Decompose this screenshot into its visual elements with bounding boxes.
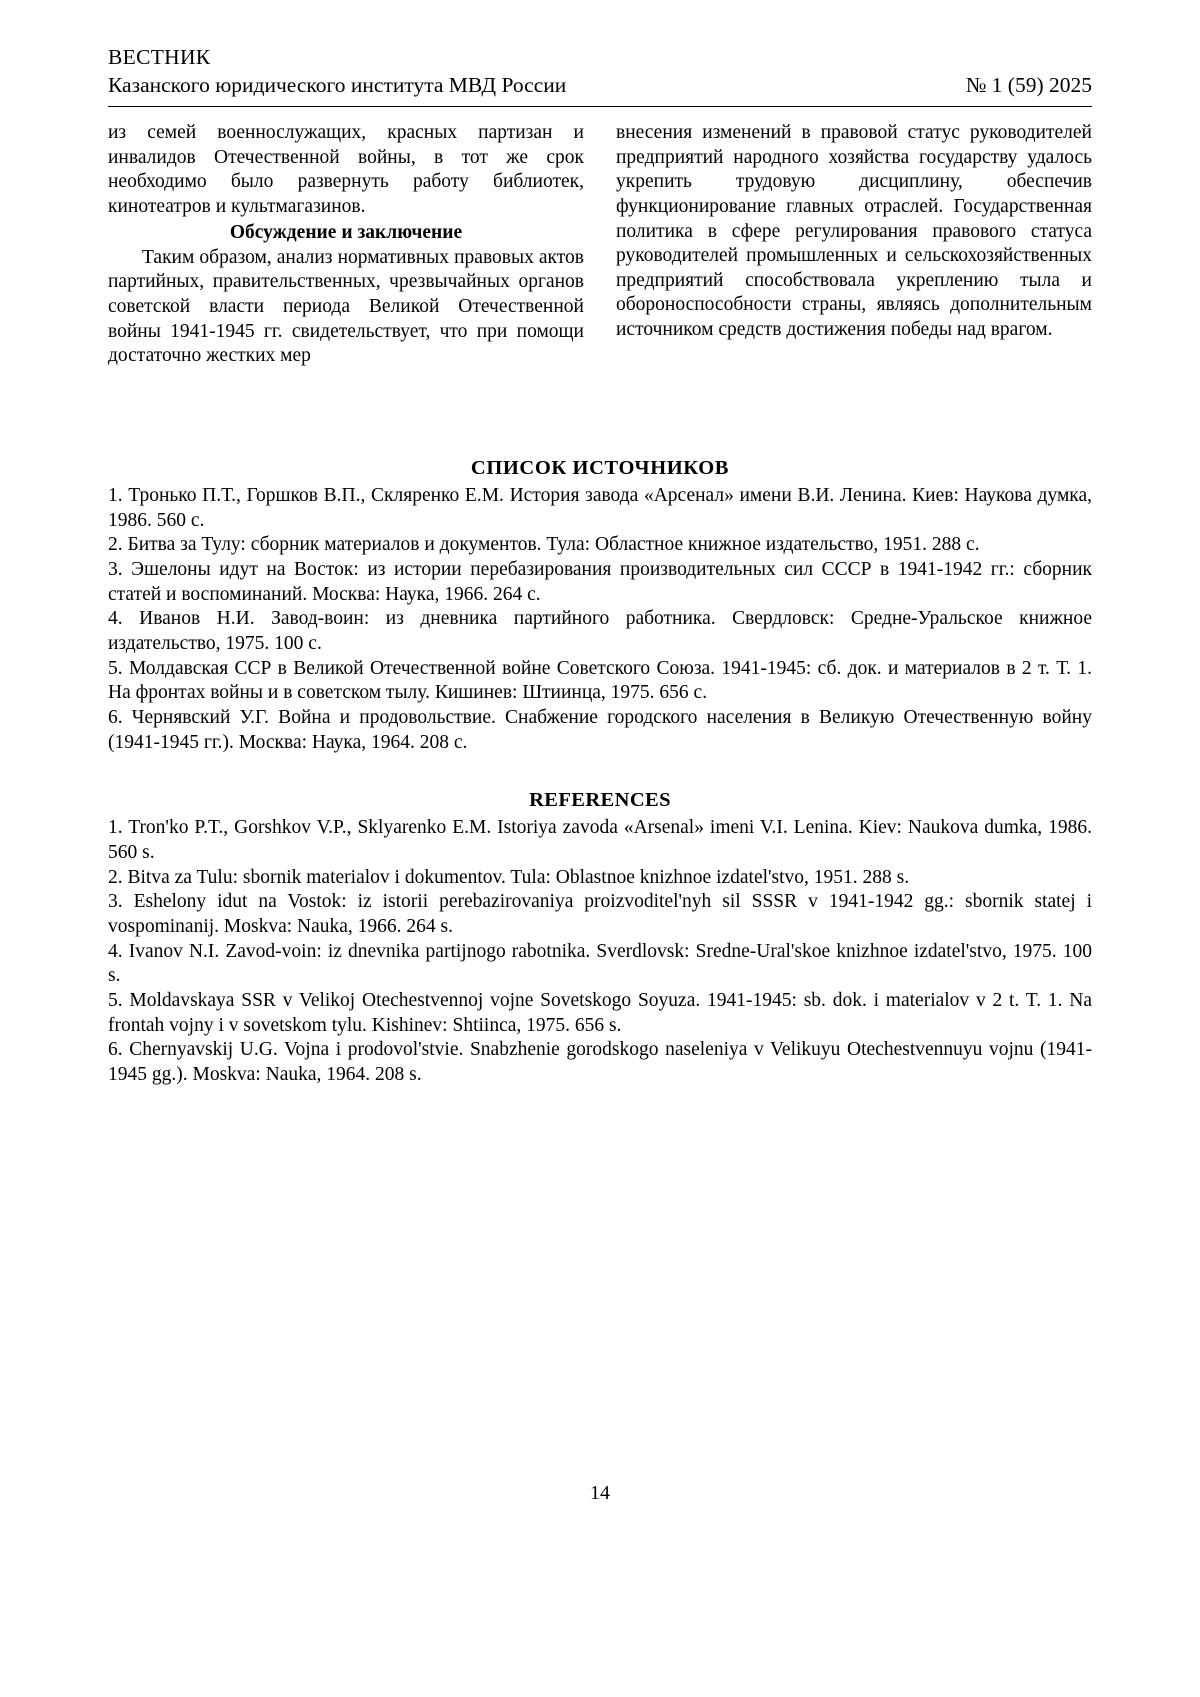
reference-item: 2. Bitva za Tulu: sbornik materialov i dokumentov. Tula: Oblastnoe knizhnoe izdatel'stvo, 1951. 288 s.	[108, 866, 910, 888]
right-paragraph-conclusion: внесения изменений в правовой статус руководителей предприятий народного хозяйства государству удалось укрепить трудовую дисциплину, обеспечив функционирование главных отраслей. Государственная политика в сфере регулирования правового статуса руководителей промышленных и сельскохозяйственных предприятий способствовала укреплению тыла и обороноспособности страны, являясь дополнительным источником средств достижения победы над врагом.	[616, 121, 1092, 341]
journal-title-line1: ВЕСТНИК	[108, 45, 211, 69]
sources-list	[108, 484, 1092, 755]
references-section	[108, 789, 1092, 1087]
left-paragraph-conclusion: Таким образом, анализ нормативных правовых актов партийных, правительственных, чрезвычайных органов советской власти периода Великой Отечественной войны 1941-1945 гг. свидетельствует, что при помощи достаточно жестких мер	[108, 246, 584, 367]
reference-item: 5. Moldavskaya SSR v Velikoj Otechestvennoj vojne Sovetskogo Soyuza. 1941-1945: sb. dok. i materialov v 2 t. T. 1. Na frontah vojny i v sovetskom tylu. Kishinev: Shtiinca, 1975. 656 s.	[108, 989, 1092, 1036]
references-title: REFERENCES	[529, 789, 671, 812]
page-number: 14	[590, 1482, 610, 1504]
page-content	[108, 44, 1092, 1088]
source-item: 4. Иванов Н.И. Завод-воин: из дневника партийного работника. Свердловск: Средне-Уральское книжное издательство, 1975. 100 с.	[108, 608, 1092, 655]
journal-subtitle: Казанского юридического института МВД России	[108, 72, 567, 97]
references-list	[108, 816, 1092, 1087]
source-item: 6. Чернявский У.Г. Война и продовольствие. Снабжение городского населения в Великую Отечественную войну (1941-1945 гг.). Москва: Наука, 1964. 208 с.	[108, 707, 1092, 753]
source-item: 2. Битва за Тулу: сборник материалов и документов. Тула: Областное книжное издательство, 1951. 288 с.	[108, 534, 980, 556]
reference-item: 1. Tron'ko P.T., Gorshkov V.P., Sklyarenko E.M. Istoriya zavoda «Arsenal» imeni V.I. Lenina. Kiev: Naukova dumka, 1986. 560 s.	[108, 817, 1092, 863]
issue-number: № 1 (59) 2025	[965, 72, 1092, 97]
reference-item: 3. Eshelony idut na Vostok: iz istorii perebazirovaniya proizvoditel'nyh sil SSSR v 1941-1942 gg.: sbornik statej i vospominanij. Moskva: Nauka, 1966. 264 s.	[108, 891, 1092, 937]
journal-header-row	[108, 72, 1092, 100]
reference-item: 4. Ivanov N.I. Zavod-voin: iz dnevnika partijnogo rabotnika. Sverdlovsk: Sredne-Ural'skoe knizhnoe izdatel'stvo, 1975. 100 s.	[108, 940, 1092, 987]
source-item: 3. Эшелоны идут на Восток: из истории перебазирования производительных сил СССР в 1941-1942 гг.: сборник статей и воспоминаний. Москва: Наука, 1966. 264 с.	[108, 559, 1092, 605]
left-paragraph-continued: из семей военнослужащих, красных партизан и инвалидов Отечественной войны, в тот же срок необходимо было развернуть работу библиотек, кинотеатров и культмагазинов.	[108, 121, 584, 217]
sources-section	[108, 457, 1092, 755]
header-divider	[108, 106, 1092, 107]
right-column	[616, 121, 1092, 369]
two-column-body	[108, 121, 1092, 369]
sources-title: СПИСОК ИСТОЧНИКОВ	[470, 457, 730, 480]
source-item: 1. Тронько П.Т., Горшков В.П., Скляренко Е.М. История завода «Арсенал» имени В.И. Ленина. Киев: Наукова думка, 1986. 560 с.	[108, 485, 1092, 531]
section-subheading: Обсуждение и заключение	[229, 221, 463, 243]
source-item: 5. Молдавская ССР в Великой Отечественной войне Советского Союза. 1941-1945: сб. док. и материалов в 2 т. Т. 1. На фронтах войны и в советском тылу. Кишинев: Штиинца, 1975. 656 с.	[108, 657, 1092, 704]
left-column	[108, 121, 584, 369]
page-header	[108, 44, 1092, 107]
reference-item: 6. Chernyavskij U.G. Vojna i prodovol'stvie. Snabzhenie gorodskogo naseleniya v Velikuyu Otechestvennuyu vojnu (1941-1945 gg.). Moskva: Nauka, 1964. 208 s.	[108, 1039, 1092, 1085]
